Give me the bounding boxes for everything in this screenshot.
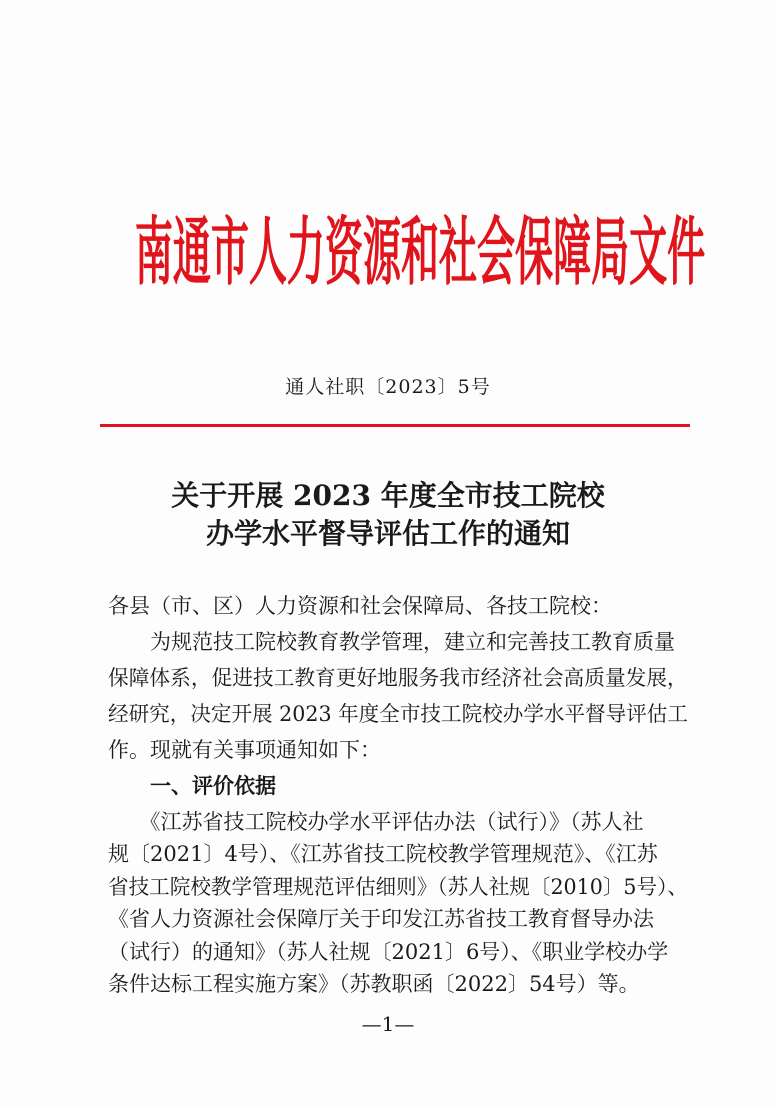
paragraph-2-line: 省技工院校教学管理规范评估细则》（苏人社规〔2010〕5号）、 — [108, 874, 688, 899]
paragraph-1-line: 保障体系，促进技工教育更好地服务我市经济社会高质量发展， — [108, 666, 688, 690]
paragraph-2-line: （试行）的通知》（苏人社规〔2021〕6号）、《职业学校办学 — [108, 939, 669, 964]
notice-title-line-1: 关于开展 2023 年度全市技工院校 — [171, 479, 605, 512]
paragraph-2-line: 《省人力资源社会保障厅关于印发江苏省技工教育督导办法 — [108, 907, 654, 932]
document-number: 通人社职〔2023〕5号 — [285, 376, 491, 398]
issuer-header: 南通市人力资源和社会保障局文件 — [134, 208, 706, 296]
paragraph-2-line: 规〔2021〕4号）、《江苏省技工院校教学管理规范》、《江苏 — [108, 842, 658, 867]
red-divider-line — [100, 424, 690, 427]
salutation: 各县（市、区）人力资源和社会保障局、各技工院校： — [108, 594, 612, 618]
page-number: —1— — [361, 1012, 415, 1036]
paragraph-2-line: 《江苏省技工院校办学水平评估办法（试行）》（苏人社 — [108, 810, 644, 834]
paragraph-1-line: 为规范技工院校教育教学管理，建立和完善技工教育质量 — [108, 630, 675, 654]
section-heading-1: 一、评价依据 — [108, 774, 276, 798]
paragraph-1-line: 作。现就有关事项通知如下： — [108, 738, 381, 762]
notice-title-line-2: 办学水平督导评估工作的通知 — [205, 517, 570, 550]
paragraph-1-line: 经研究，决定开展 2023 年度全市技工院校办学水平督导评估工 — [108, 702, 688, 726]
paragraph-2-line: 条件达标工程实施方案》（苏教职函〔2022〕54号）等。 — [108, 972, 640, 996]
